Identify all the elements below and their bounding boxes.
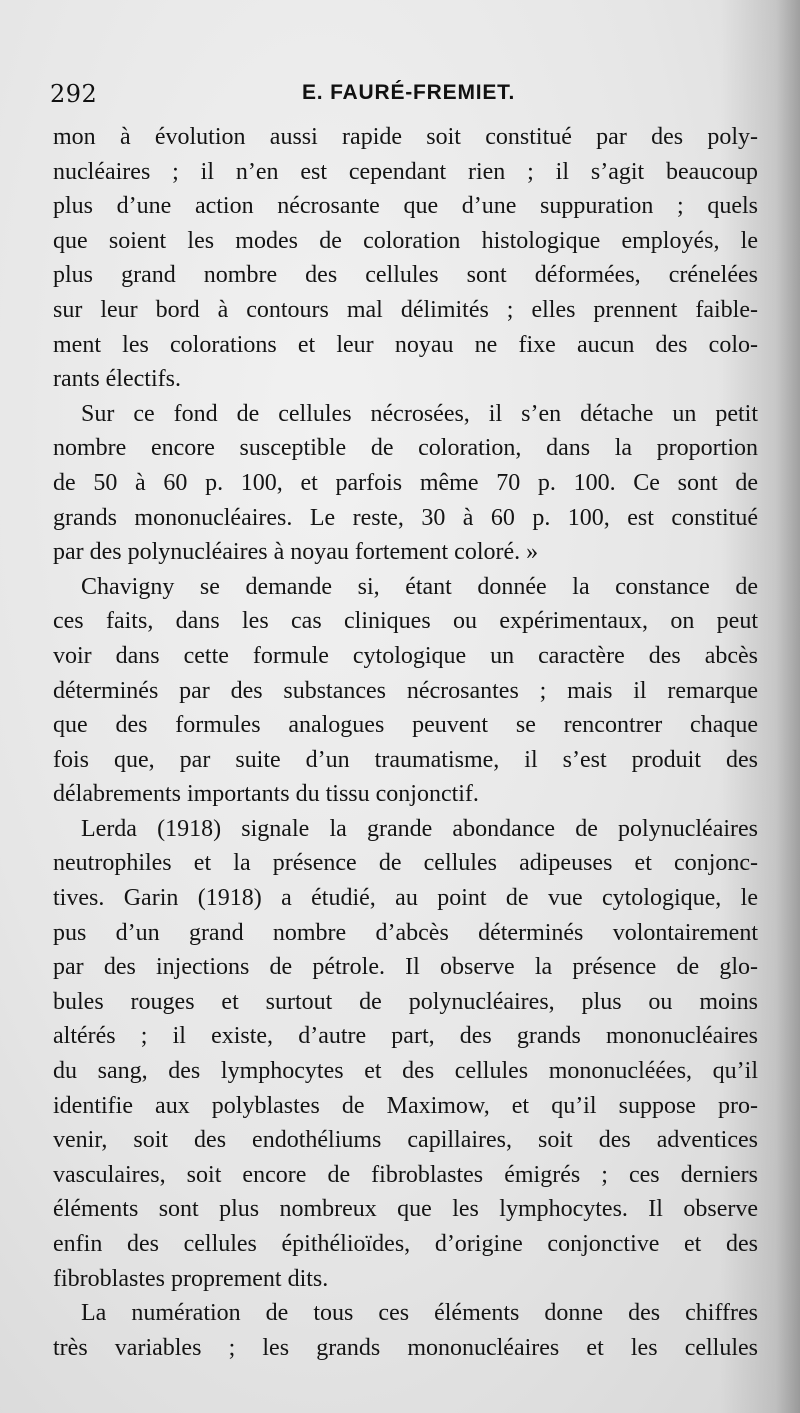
text-line: très variables ; les grands mononucléaires et les cellules	[53, 1334, 758, 1361]
text-line: pus d’un grand nombre d’abcès déterminés volontairement	[53, 919, 758, 946]
text-line: venir, soit des endothéliums capillaires, soit des adventices	[53, 1127, 758, 1154]
text-line: Chavigny se demande si, étant donnée la constance de	[81, 573, 758, 600]
text-line: ces faits, dans les cas cliniques ou expérimentaux, on peut	[53, 608, 758, 635]
running-head: E. FAURÉ-FREMIET.	[302, 81, 516, 104]
text-line: plus d’une action nécrosante que d’une suppuration ; quels	[53, 193, 758, 220]
text-line: Lerda (1918) signale la grande abondance de polynucléaires	[81, 815, 758, 842]
text-line: altérés ; il existe, d’autre part, des grands mononucléaires	[53, 1023, 758, 1050]
text-line: Sur ce fond de cellules nécrosées, il s’en détache un petit	[81, 400, 758, 427]
paragraph	[53, 812, 763, 1296]
text-line: éléments sont plus nombreux que les lymphocytes. Il observe	[53, 1196, 758, 1223]
text-line: tives. Garin (1918) a étudié, au point de vue cytologique, le	[53, 885, 758, 912]
page-number: 292	[50, 80, 98, 108]
text-line: bules rouges et surtout de polynucléaires, plus ou moins	[53, 988, 758, 1015]
text-line: ment les colorations et leur noyau ne fixe aucun des colo-	[53, 331, 758, 358]
text-line: du sang, des lymphocytes et des cellules mononucléées, qu’il	[53, 1058, 758, 1085]
text-line: délabrements importants du tissu conjonctif.	[53, 781, 479, 808]
page-header	[50, 80, 770, 114]
text-line: fois que, par suite d’un traumatisme, il s’est produit des	[53, 746, 758, 773]
text-line: nucléaires ; il n’en est cependant rien ; il s’agit beaucoup	[53, 158, 758, 185]
paragraph	[53, 570, 763, 812]
text-line: de 50 à 60 p. 100, et parfois même 70 p. 100. Ce sont de	[53, 469, 758, 496]
text-line: nombre encore susceptible de coloration, dans la proportion	[53, 435, 758, 462]
paragraph	[53, 120, 763, 397]
text-line: enfin des cellules épithélioïdes, d’origine conjonctive et des	[53, 1231, 758, 1257]
text-line: par des polynucléaires à noyau fortement coloré. »	[53, 539, 539, 566]
text-line: voir dans cette formule cytologique un caractère des abcès	[53, 642, 758, 669]
text-line: identifie aux polyblastes de Maximow, et qu’il suppose pro-	[53, 1092, 758, 1119]
text-line: mon à évolution aussi rapide soit constitué par des poly-	[53, 124, 758, 150]
text-line: que des formules analogues peuvent se rencontrer chaque	[53, 712, 758, 739]
text-line: par des injections de pétrole. Il observe la présence de glo-	[53, 954, 758, 981]
text-line: plus grand nombre des cellules sont déformées, crénelées	[53, 262, 758, 289]
text-line: que soient les modes de coloration histologique employés, le	[53, 227, 758, 254]
text-line: sur leur bord à contours mal délimités ; elles prennent faible-	[53, 296, 758, 323]
text-line: grands mononucléaires. Le reste, 30 à 60 p. 100, est constitué	[53, 504, 758, 531]
text-line: vasculaires, soit encore de fibroblastes émigrés ; ces derniers	[53, 1161, 758, 1188]
text-line: déterminés par des substances nécrosantes ; mais il remarque	[53, 677, 758, 704]
body-text	[53, 120, 763, 1365]
text-line: La numération de tous ces éléments donne des chiffres	[81, 1300, 758, 1327]
text-line: neutrophiles et la présence de cellules adipeuses et conjonc-	[53, 850, 758, 877]
text-line: fibroblastes proprement dits.	[53, 1265, 329, 1292]
paragraph	[53, 397, 763, 570]
paragraph	[53, 1296, 763, 1365]
text-line: rants électifs.	[53, 366, 181, 393]
